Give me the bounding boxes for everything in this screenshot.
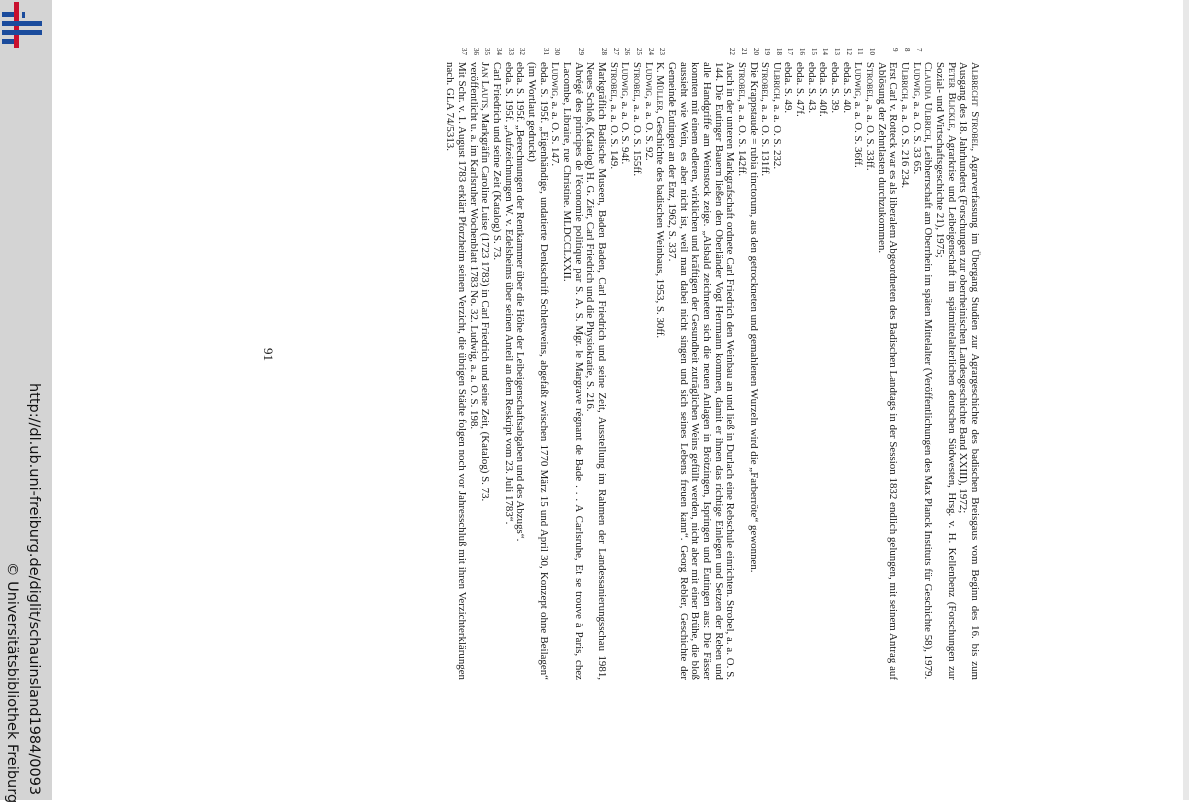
footnote-continuation bbox=[922, 48, 980, 680]
footnote-text: ebda. S. 47f. bbox=[794, 62, 807, 117]
reference-author: Peter Blickle bbox=[945, 62, 958, 129]
footnote-item bbox=[747, 48, 759, 680]
footnote-text: , Markgräfin Caroline Luise (1723 1783) in Carl Friedrich und seine Zeit, (Katalog) S. 73. bbox=[479, 108, 492, 502]
footnote-text: Abrégé des principes de l'économie politique par S. A. S. Mgr. le Margrave régnant de Bade . . . A Carlsruhe, Et se trouve à Paris, chez Lacombe, Libraire, rue Christine. MLDCCLXXII. bbox=[561, 62, 585, 680]
footnote-text: , a. a. O. S. 147. bbox=[549, 96, 562, 167]
footnote-number: 24 bbox=[646, 48, 655, 55]
footnote-author: K. Müller bbox=[654, 62, 667, 111]
footnote-item bbox=[654, 48, 666, 680]
footnote-number: 11 bbox=[856, 48, 865, 55]
footnote-item bbox=[898, 48, 910, 680]
footnote-text: , a. a. O. S. 216 234. bbox=[899, 99, 912, 189]
footnote-author: Ludwig bbox=[642, 62, 655, 97]
footnote-number: 10 bbox=[868, 48, 877, 55]
footnote-author: Ludwig bbox=[619, 62, 632, 97]
footnote-number: 29 bbox=[576, 48, 585, 55]
footnote-item bbox=[910, 48, 922, 680]
footnote-number: 15 bbox=[809, 48, 818, 55]
footnote-author: Strobel bbox=[630, 62, 643, 100]
footnote-text: ebda. S. 49. bbox=[782, 62, 795, 114]
reference-entry bbox=[922, 48, 934, 680]
footnote-item bbox=[514, 48, 526, 680]
copyright-notice: © Universitätsbibliothek Freiburg bbox=[4, 562, 20, 803]
footnote-item bbox=[852, 48, 864, 680]
footnote-item bbox=[444, 48, 467, 680]
footnote-text: , a. a. O. S. 36ff. bbox=[852, 96, 865, 168]
footnote-text: Auch in der unteren Markgrafschaft ordnete Carl Friedrich den Weinbau an und ließ in Durlach eine Rebschule einrichten. Strobel, a. a. O. S. 144. Die Eutinger Bauern ließen den Oberländer Vogt Herrmann kommen, damit er ihnen das richtige Einlegen und Setzen der Reben und alle Handgriffe am Weinstock zeige. „Alsbald zeichneten sich die neuen Anlagen in Brötzingen, Ispringen und Eutingen aus: Die Fässer konnten mit einem edleren, wirklichen und kräftigen der Gesundheit zuträglichen Weins gefüllt werden, nicht aber mit einer Brühe, die bloß aussieht wie Wein, es aber nicht ist, weil man dabei nicht singen und sich seines Lebens freuen kann“. Georg Rebler, Geschichte der Gemeinde Eutingen an der Enz, 1962, S. 337. bbox=[665, 62, 737, 680]
reference-author: Claudia Ulbrich bbox=[922, 62, 935, 140]
reference-text: , Agrarkrise und Leibeigenschaft im spätmittelalterlichen deutschen Südwesten, Hrsg. v. H. Kellenbenz (Forschungen zur Sozial- und Wirtschaftsgeschichte 21), 1975; bbox=[934, 62, 958, 680]
footnote-number: 32 bbox=[518, 48, 527, 55]
footnote-item bbox=[782, 48, 794, 680]
footnote-number: 37 bbox=[460, 48, 469, 55]
footnote-text: , a. a. O. S. 155ff. bbox=[630, 99, 643, 177]
footnote-number: 36 bbox=[471, 48, 480, 55]
footnote-item bbox=[619, 48, 631, 680]
footnote-number: 17 bbox=[786, 48, 795, 55]
source-url-link[interactable]: http://dl.ub.uni-freiburg.de/diglit/schauinsland1984/0093 bbox=[26, 383, 42, 796]
footnote-author: Ludwig bbox=[910, 62, 923, 97]
footnote-text: veröffentlicht u. a. im Karlsruher Wochenblatt 1783 No. 32. Ludwig, a. a. O. S. 198. bbox=[467, 62, 480, 430]
ub-freiburg-logo-icon bbox=[0, 0, 46, 50]
sidebar bbox=[0, 0, 52, 803]
footnote-text: , a. a. O. S. 33ff. bbox=[864, 99, 877, 171]
footnote-text: Erst Carl v. Rotteck war es als liberalem Abgeordneten des Badischen Landtags in der Session 1832 endlich gelungen, mit seinem Antrag auf Ablösung der Zehntlasten durchzukommen. bbox=[875, 62, 900, 680]
footnote-item bbox=[607, 48, 619, 680]
footnote-text: ebda. S. 195f. „Berechnungen der Rentkammer über die Höhe der Leibeigenschaftsabgaben und des Abzugs“. bbox=[514, 62, 527, 542]
footnote-text: ebda. S. 195f. „Eigenhändige, undatierte Denkschrift Schlettweins, abgefaßt zwischen 1770 März 15 und April 30, Konzept ohne Beilagen“ (im Wortlaut gedruckt) bbox=[526, 62, 550, 680]
footnote-text: , a. a. O. S. 142ff. bbox=[735, 99, 748, 177]
footnote-item bbox=[560, 48, 583, 680]
footnote-number: 21 bbox=[739, 48, 748, 55]
footnote-author: Ludwig bbox=[852, 62, 865, 97]
reference-entry bbox=[933, 48, 956, 680]
scrollbar-track[interactable] bbox=[1183, 0, 1189, 800]
footnote-text: Carl Friedrich und seine Zeit (Katalog) S. 73. bbox=[491, 62, 504, 261]
footnote-item bbox=[549, 48, 561, 680]
footnote-author: Ulbrich bbox=[899, 62, 912, 100]
footnote-item bbox=[863, 48, 875, 680]
footnote-item bbox=[794, 48, 806, 680]
footnote-author: Strobel bbox=[759, 62, 772, 100]
footnote-item bbox=[770, 48, 782, 680]
footnote-author: Strobel bbox=[864, 62, 877, 100]
reference-text: , Leibherrschaft am Oberrhein im späten Mittelalter (Veröffentlichungen des Max Planck Instituts für Geschichte 58), 1979. bbox=[922, 139, 935, 680]
footnote-text: ebda. S. 39. bbox=[829, 62, 842, 114]
footnote-item bbox=[759, 48, 771, 680]
footnote-text: , a. a. O. S. 94f. bbox=[619, 96, 632, 165]
footnote-item bbox=[490, 48, 502, 680]
footnote-number: 33 bbox=[506, 48, 515, 55]
footnote-number: 35 bbox=[483, 48, 492, 55]
footnote-item bbox=[502, 48, 514, 680]
footnote-number: 18 bbox=[774, 48, 783, 55]
footnote-text: ebda. S. 40f. bbox=[817, 62, 830, 117]
footnote-text: , a. a. O. S. 33 65. bbox=[910, 96, 923, 175]
footnote-item bbox=[805, 48, 817, 680]
footnote-number: 30 bbox=[553, 48, 562, 55]
footnote-number: 22 bbox=[728, 48, 737, 55]
reference-text: , Agrarverfassung im Übergang Studien zur Agrargeschichte des badischen Breisgaus vom Beginn des 16. bis zum Ausgang des 18. Jahrhunderts (Forschungen zur oberrheinischen Landesgeschichte Band XXIII), 1972; bbox=[957, 62, 981, 681]
footnote-number: 25 bbox=[634, 48, 643, 55]
footnote-number: 34 bbox=[495, 48, 504, 55]
footnote-text: , a. a. O. S. 92. bbox=[642, 96, 655, 161]
footnote-item bbox=[875, 48, 898, 680]
reference-entry bbox=[957, 48, 980, 680]
footnote-item bbox=[467, 48, 479, 680]
document-page bbox=[260, 48, 980, 680]
page-number: 91 bbox=[261, 348, 276, 361]
reference-author: Albrecht Strobel bbox=[969, 62, 981, 149]
footnote-number: 8 bbox=[903, 48, 912, 52]
footnote-text: , a. a. O. S. 149. bbox=[607, 99, 620, 170]
footnote-text: ebda. S. 40. bbox=[840, 62, 853, 114]
footnote-number: 20 bbox=[751, 48, 760, 55]
footnote-text: Markgräflich Badische Museen, Baden Baden, Carl Friedrich und seine Zeit, Ausstellung im Rahmen der Landessanierungsschau 1981, Neues Schloß, (Katalog) H. G. Zier, Carl Friedrich und die Physiokratie, S. 216. bbox=[584, 62, 608, 680]
footnote-text: , a. a. O. S. 232. bbox=[770, 99, 783, 170]
footnote-number: 12 bbox=[844, 48, 853, 55]
footnote-text: ebda. S. 195f. „Aufzeichnungen W. v. Edelsheims über seinen Anteil an dem Reskript vom 23. Juli 1783“. bbox=[502, 62, 515, 525]
footnote-number: 9 bbox=[891, 48, 900, 52]
footnote-author: Jan Lauts bbox=[479, 62, 492, 109]
footnote-item bbox=[840, 48, 852, 680]
footnote-list bbox=[444, 48, 922, 680]
footnote-item bbox=[630, 48, 642, 680]
footnote-author: Strobel bbox=[735, 62, 748, 100]
footnote-text: , Geschichte des badischen Weinbaus, 1953, S. 30ff. bbox=[654, 110, 667, 339]
footnote-item bbox=[525, 48, 548, 680]
footnote-text: ebda. S. 43. bbox=[805, 62, 818, 114]
footnote-item bbox=[735, 48, 747, 680]
footnote-number: 28 bbox=[600, 48, 608, 55]
footnote-item bbox=[828, 48, 840, 680]
footnote-number: 16 bbox=[798, 48, 807, 55]
footnote-text: Mit Schr. v. 1. August 1783 erklärt Pforzheim seinen Verzicht, die übrigen Städte folgen noch vor Jahresschluß mit ihren Verzichterklärungen nach. GLA 74/5313. bbox=[444, 62, 469, 680]
footnote-text: , a. a. O. S. 131ff. bbox=[759, 99, 772, 177]
footnote-number: 31 bbox=[541, 48, 550, 55]
footnote-number: 26 bbox=[623, 48, 632, 55]
footnote-item bbox=[642, 48, 654, 680]
footnote-item bbox=[479, 48, 491, 680]
footnote-item bbox=[817, 48, 829, 680]
footnote-author: Ulbrich bbox=[770, 62, 783, 100]
footnote-author: Ludwig bbox=[549, 62, 562, 97]
footnote-author: Strobel bbox=[607, 62, 620, 100]
footnote-item bbox=[665, 48, 735, 680]
footnote-text: Die Krappstaude = rubia tinctorum, aus den getrockneten und gemahlenen Wurzeln wird die „Farberröte“ gewonnen. bbox=[747, 62, 760, 573]
footnote-number: 13 bbox=[833, 48, 842, 55]
footnote-number: 23 bbox=[658, 48, 667, 55]
footnote-number: 7 bbox=[914, 48, 923, 52]
footnote-number: 14 bbox=[821, 48, 830, 55]
footnote-item bbox=[584, 48, 607, 680]
footnote-number: 19 bbox=[763, 48, 772, 55]
footnote-number: 27 bbox=[611, 48, 620, 55]
